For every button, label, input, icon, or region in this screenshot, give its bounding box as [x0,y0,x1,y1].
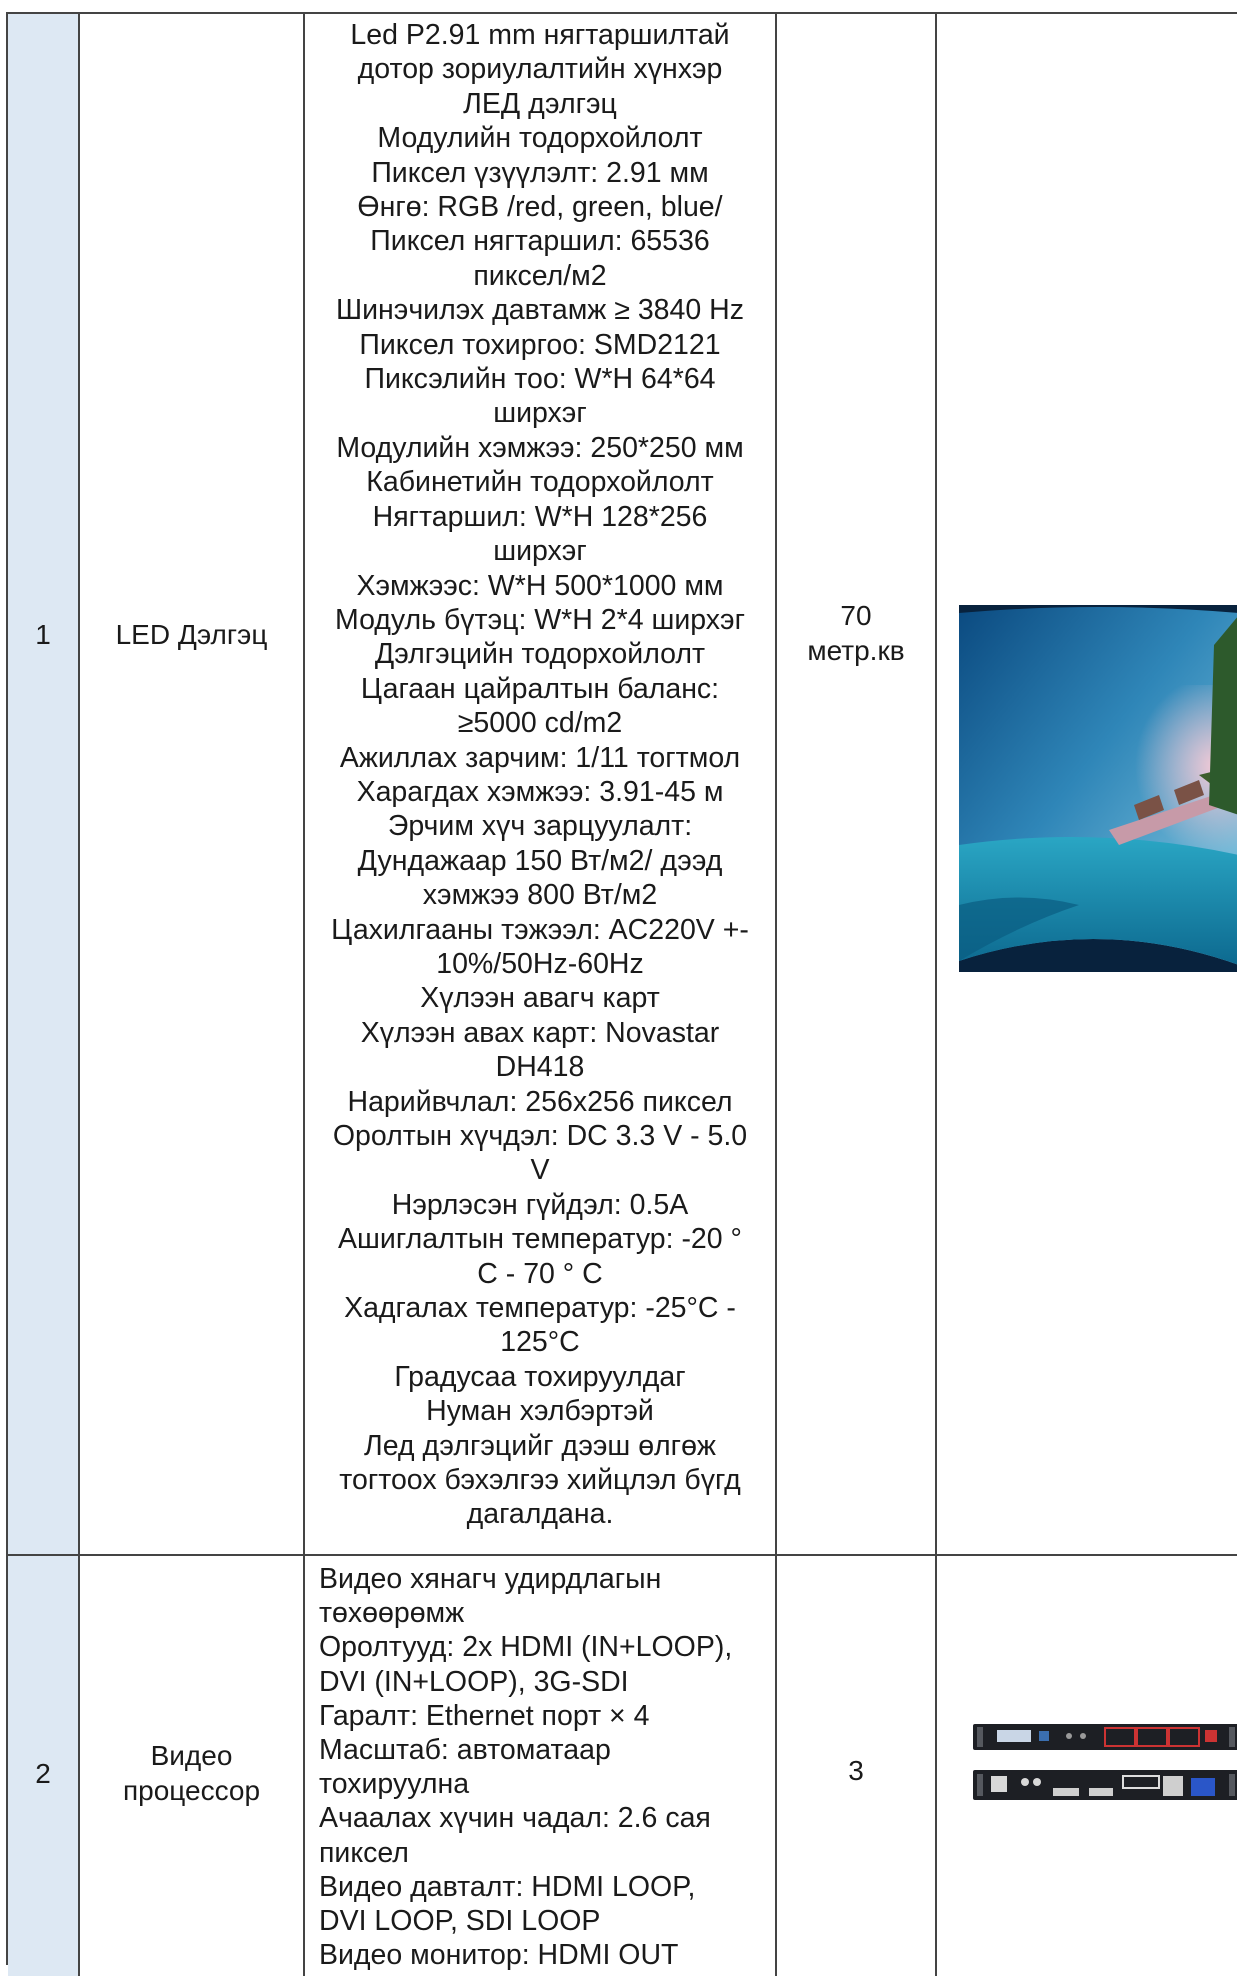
spec-line: Дундажаар 150 Вт/м2/ дээд [357,844,723,877]
spec-line: Модулийн хэмжээ: 250*250 мм [336,431,744,464]
spec-cell [305,14,777,1554]
spec-line: Оролтууд: 2x HDMI (IN+LOOP), [319,1631,733,1664]
spec-line: Хадгалах температур: -25°C - [344,1292,736,1325]
spec-line: Ашиглалтын температур: -20 ° [338,1223,742,1256]
spec-line: Эрчим хүч зарцуулалт: [387,810,693,843]
spec-line: Оролтын хүчдэл: DC 3.3 V - 5.0 [332,1120,748,1152]
spec-line: Нягтаршил: W*H 128*256 [372,500,708,533]
spec-line: Масштаб: автоматаар [319,1734,611,1767]
table-row [8,14,1237,1556]
item-name-line: Видео [150,1740,233,1771]
spec-line: Пиксел нягтаршил: 65536 [370,225,710,258]
spec-line: Цахилгааны тэжээл: AC220V +- [331,913,749,946]
spec-line: C - 70 ° C [477,1257,603,1290]
spec-line: 10%/50Hz-60Hz [436,947,644,980]
spec-line: V [530,1154,550,1187]
table-row [8,1556,1237,1976]
spec-line: пиксел [319,1836,409,1869]
quantity-value: 70 [840,600,872,631]
spec-line: ширхэг [493,397,587,430]
spec-line: Пиксел тохиргоо: SMD2121 [359,328,721,361]
video-processor-front-photo [973,1722,1237,1757]
quantity-cell [777,14,937,1554]
spec-line: Градусаа тохируулдаг [394,1360,686,1393]
spec-line: Өнгө: RGB /red, green, blue/ [357,191,723,224]
number-cell [8,1556,80,1976]
spec-cell [305,1556,777,1976]
spec-line: Нэрлэсэн гүйдэл: 0.5A [391,1188,689,1221]
spec-line: Кабинетийн тодорхойлолт [366,466,714,499]
spec-list [319,1562,765,1972]
spec-line: Нарийвчлал: 256x256 пиксел [347,1085,733,1118]
spec-line: Хүлээн авах карт: Novastar [360,1016,720,1049]
spec-line: Гаралт: Ethernet порт × 4 [319,1699,650,1732]
name-cell [80,14,305,1554]
spec-line: ширхэг [493,535,587,568]
name-cell [80,1556,305,1976]
spec-line: DH418 [495,1051,585,1084]
number-cell [8,14,80,1554]
spec-line: ЛЕД дэлгэц [463,87,617,120]
spec-line: Пиксел үзүүлэлт: 2.91 мм [371,156,709,189]
spec-line: Модуль бүтэц: W*H 2*4 ширхэг [335,603,745,636]
quantity-unit: метр.кв [807,635,905,666]
spec-line: DVI LOOP, SDI LOOP [319,1905,601,1938]
spec-line: Лед дэлгэцийг дээш өлгөж [364,1429,716,1462]
spec-list [315,18,765,1532]
spec-line: DVI (IN+LOOP), 3G-SDI [319,1665,629,1698]
video-processor-back-photo [973,1768,1237,1807]
spec-line: Видео монитор: HDMI OUT [319,1939,679,1972]
spec-line: Цагаан цайралтын баланс: [360,672,720,705]
spec-line: ≥5000 cd/m2 [457,707,623,740]
spec-line: Хэмжээс: W*H 500*1000 мм [356,569,724,602]
spec-line: Хүлээн авагч карт [420,982,660,1015]
spec-line: Видео хянагч удирдлагын [319,1563,662,1595]
spec-line: Пиксэлийн тоо: W*H 64*64 [364,363,716,396]
specification-table [6,12,1237,1972]
spec-line: Ачаалах хүчин чадал: 2.6 сая [319,1802,711,1835]
item-name: LED Дэлгэц [115,619,268,650]
quantity-value: 3 [848,1755,864,1786]
spec-line: пиксел/м2 [473,259,607,292]
row-number: 1 [35,619,51,650]
spec-line: төхөөрөмж [319,1597,465,1630]
spec-line: Ажиллах зарчим: 1/11 тогтмол [339,741,741,774]
row-number: 2 [35,1758,51,1789]
spec-line: Модулийн тодорхойлолт [377,122,703,155]
spec-line: дотор зориулалтийн хүнхэр [357,53,723,86]
item-name-line: процессор [122,1775,261,1806]
spec-line: хэмжээ 800 Вт/м2 [422,879,658,912]
spec-line: Дэлгэцийн тодорхойлолт [374,638,706,671]
spec-line: дагалдана. [466,1498,614,1531]
quantity-cell [777,1556,937,1976]
spec-line: 125°C [500,1326,580,1359]
spec-line: Видео давталт: HDMI LOOP, [319,1870,696,1903]
spec-line: Харагдах хэмжээ: 3.91-45 м [356,775,724,808]
spec-line: Нуман хэлбэртэй [426,1395,654,1428]
image-cell [937,1556,1237,1976]
spec-line: Шинэчилэх давтамж ≥ 3840 Hz [336,294,744,327]
spec-line: тохируулна [319,1768,470,1801]
spec-line: Led P2.91 mm нягтаршилтай [350,19,730,51]
led-screen-photo [959,605,1237,972]
spec-line: тогтоох бэхэлгээ хийцлэл бүгд [339,1464,741,1497]
image-cell [937,14,1237,1554]
